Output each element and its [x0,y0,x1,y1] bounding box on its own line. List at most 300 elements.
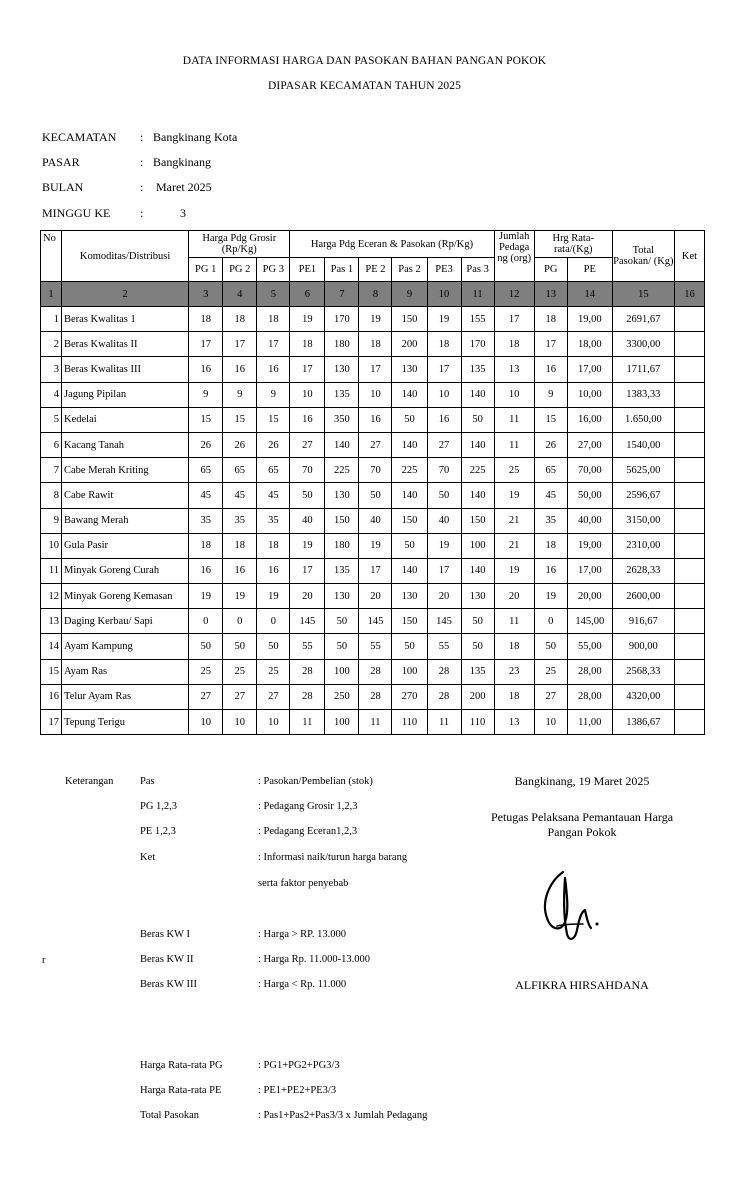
price-pe1: 40 [290,508,325,533]
price-pg3: 25 [257,659,290,684]
column-number: 15 [612,282,674,307]
stray-character: r [42,955,46,966]
price-pe3: 16 [427,407,461,432]
info-colon: : [140,130,144,144]
note-desc: : PG1+PG2+PG3/3 [258,1060,340,1071]
table-row [41,508,705,533]
avg-price-pg: 27 [534,684,567,709]
price-pg3: 10 [257,710,290,735]
column-number: 10 [427,282,461,307]
trader-count: 11 [494,609,534,634]
supply-pas1: 100 [325,659,359,684]
avg-price-pg: 0 [534,609,567,634]
price-pg1: 0 [189,609,223,634]
price-pe1: 28 [290,659,325,684]
price-pg3: 9 [257,382,290,407]
avg-price-pe: 10,00 [567,382,612,407]
supply-pas3: 50 [461,407,494,432]
supply-pas3: 200 [461,684,494,709]
price-pg1: 15 [189,407,223,432]
total-supply: 1711,67 [612,357,674,382]
price-pg2: 27 [223,684,257,709]
subheader-pg1: PG 1 [189,258,223,282]
price-pe3: 40 [427,508,461,533]
trader-count: 20 [494,584,534,609]
total-supply: 2628,33 [612,558,674,583]
avg-price-pe: 27,00 [567,432,612,457]
price-pe1: 18 [290,332,325,357]
header-grosir: Harga Pdg Grosir (Rp/Kg) [189,231,290,258]
remarks [674,382,704,407]
total-supply: 1540,00 [612,432,674,457]
commodity-name: Kedelai [62,407,189,432]
column-number: 4 [223,282,257,307]
subheader-pg3: PG 3 [257,258,290,282]
column-number: 12 [494,282,534,307]
price-pe3: 70 [427,458,461,483]
row-no: 4 [41,382,62,407]
price-pe1: 17 [290,558,325,583]
price-pe2: 19 [359,307,392,332]
price-pg3: 16 [257,558,290,583]
info-value-kecamatan: Bangkinang Kota [153,130,238,144]
note-desc: : Pasokan/Pembelian (stok) [258,776,373,787]
info-label-kecamatan: KECAMATAN [42,130,117,144]
price-pe2: 17 [359,357,392,382]
note-desc: : Pedagang Grosir 1,2,3 [258,801,358,812]
signature-role-2: Pangan Pokok [547,825,617,839]
subheader-pg2: PG 2 [223,258,257,282]
supply-pas1: 180 [325,332,359,357]
info-value-minggu: 3 [180,206,186,220]
avg-price-pg: 65 [534,458,567,483]
avg-price-pg: 18 [534,533,567,558]
price-pg2: 15 [223,407,257,432]
info-colon: : [140,206,144,220]
trader-count: 21 [494,508,534,533]
supply-pas1: 180 [325,533,359,558]
price-pe1: 28 [290,684,325,709]
supply-pas1: 250 [325,684,359,709]
row-no: 15 [41,659,62,684]
avg-price-pe: 70,00 [567,458,612,483]
trader-count: 13 [494,710,534,735]
row-no: 9 [41,508,62,533]
total-supply: 1386,67 [612,710,674,735]
supply-pas1: 150 [325,508,359,533]
avg-price-pg: 19 [534,584,567,609]
supply-pas3: 100 [461,533,494,558]
signature-place-date: Bangkinang, 19 Maret 2025 [514,774,650,788]
info-label-minggu: MINGGU KE [42,206,111,220]
commodity-name: Daging Kerbau/ Sapi [62,609,189,634]
supply-pas1: 135 [325,558,359,583]
price-pe1: 19 [290,533,325,558]
table-row [41,432,705,457]
supply-pas1: 130 [325,357,359,382]
trader-count: 21 [494,533,534,558]
commodity-name: Tepung Terigu [62,710,189,735]
price-pg3: 0 [257,609,290,634]
supply-pas3: 150 [461,508,494,533]
avg-price-pg: 16 [534,558,567,583]
supply-pas2: 100 [392,659,427,684]
avg-price-pe: 16,00 [567,407,612,432]
price-pe3: 18 [427,332,461,357]
supply-pas2: 150 [392,307,427,332]
note-desc: : Pedagang Eceran1,2,3 [258,826,358,837]
handwritten-signature [535,868,615,948]
price-pg2: 0 [223,609,257,634]
remarks [674,584,704,609]
note-term: Beras KW I [140,929,190,940]
price-pe3: 28 [427,659,461,684]
price-pe3: 19 [427,533,461,558]
price-pg2: 17 [223,332,257,357]
price-pg2: 9 [223,382,257,407]
column-number: 6 [290,282,325,307]
price-pg3: 50 [257,634,290,659]
price-pe1: 16 [290,407,325,432]
column-number: 3 [189,282,223,307]
subheader-pe2: PE 2 [359,258,392,282]
info-label-pasar: PASAR [42,155,80,169]
avg-price-pg: 26 [534,432,567,457]
column-number: 11 [461,282,494,307]
row-no: 1 [41,307,62,332]
table-body [41,282,705,735]
total-supply: 2310,00 [612,533,674,558]
note-term: Beras KW III [140,979,197,990]
commodity-name: Cabe Rawit [62,483,189,508]
note-term: Ket [140,852,156,863]
row-no: 17 [41,710,62,735]
document-subtitle: DIPASAR KECAMATAN TAHUN 2025 [268,80,461,92]
column-number: 14 [567,282,612,307]
price-pe1: 17 [290,357,325,382]
price-pg1: 65 [189,458,223,483]
total-supply: 2600,00 [612,584,674,609]
supply-pas2: 150 [392,508,427,533]
price-pg1: 18 [189,533,223,558]
price-pe3: 10 [427,382,461,407]
table-row [41,483,705,508]
commodity-name: Ayam Ras [62,659,189,684]
price-pg2: 45 [223,483,257,508]
price-pg2: 26 [223,432,257,457]
commodity-name: Minyak Goreng Kemasan [62,584,189,609]
price-pe2: 70 [359,458,392,483]
table-row [41,584,705,609]
remarks [674,307,704,332]
price-pe2: 40 [359,508,392,533]
supply-pas2: 50 [392,407,427,432]
price-pe3: 11 [427,710,461,735]
price-pg3: 18 [257,533,290,558]
price-pe1: 50 [290,483,325,508]
trader-count: 10 [494,382,534,407]
price-pe2: 50 [359,483,392,508]
note-desc: : Pas1+Pas2+Pas3/3 x Jumlah Pedagang [258,1110,428,1121]
supply-pas2: 140 [392,483,427,508]
price-pg3: 15 [257,407,290,432]
row-no: 12 [41,584,62,609]
table-row [41,659,705,684]
price-pg2: 10 [223,710,257,735]
subheader-rata-pe: PE [567,258,612,282]
price-pg2: 25 [223,659,257,684]
price-pg3: 18 [257,307,290,332]
subheader-pas2: Pas 2 [392,258,427,282]
commodity-name: Jagung Pipilan [62,382,189,407]
price-pe1: 11 [290,710,325,735]
price-pe2: 19 [359,533,392,558]
header-harga-rata: Hrg Rata-rata/(Kg) [534,231,612,258]
trader-count: 17 [494,307,534,332]
table-row [41,634,705,659]
note-desc: : Harga < Rp. 11.000 [258,979,347,990]
price-pe3: 145 [427,609,461,634]
avg-price-pe: 19,00 [567,307,612,332]
price-pg1: 19 [189,584,223,609]
price-pg1: 27 [189,684,223,709]
table-row [41,407,705,432]
supply-pas2: 225 [392,458,427,483]
avg-price-pe: 50,00 [567,483,612,508]
info-value-bulan: Maret 2025 [156,180,212,194]
table-row [41,357,705,382]
price-pe3: 19 [427,307,461,332]
trader-count: 19 [494,558,534,583]
trader-count: 25 [494,458,534,483]
commodity-name: Kacang Tanah [62,432,189,457]
supply-pas2: 50 [392,634,427,659]
supply-pas1: 135 [325,382,359,407]
avg-price-pe: 18,00 [567,332,612,357]
supply-pas3: 140 [461,558,494,583]
note-term: PG 1,2,3 [140,801,178,812]
supply-pas3: 140 [461,432,494,457]
supply-pas1: 225 [325,458,359,483]
price-pe3: 17 [427,357,461,382]
avg-price-pe: 28,00 [567,659,612,684]
header-no: No [41,231,62,282]
signature-role: Petugas Pelaksana Pemantauan Harga [490,810,674,824]
column-number: 8 [359,282,392,307]
remarks [674,357,704,382]
subheader-pas3: Pas 3 [461,258,494,282]
row-no: 6 [41,432,62,457]
remarks [674,558,704,583]
trader-count: 18 [494,634,534,659]
remarks [674,508,704,533]
supply-pas1: 350 [325,407,359,432]
total-supply: 2596,67 [612,483,674,508]
note-term: Pas [140,776,155,787]
table-row [41,609,705,634]
remarks [674,684,704,709]
price-pe3: 20 [427,584,461,609]
supply-pas3: 140 [461,483,494,508]
column-number: 5 [257,282,290,307]
total-supply: 3300,00 [612,332,674,357]
remarks [674,659,704,684]
supply-pas3: 170 [461,332,494,357]
table-row [41,533,705,558]
price-pe2: 27 [359,432,392,457]
price-pg2: 18 [223,307,257,332]
supply-pas2: 140 [392,382,427,407]
avg-price-pe: 17,00 [567,558,612,583]
commodity-name: Beras Kwalitas II [62,332,189,357]
avg-price-pg: 15 [534,407,567,432]
supply-pas3: 135 [461,357,494,382]
price-pg1: 16 [189,357,223,382]
price-pg1: 18 [189,307,223,332]
avg-price-pg: 18 [534,307,567,332]
note-desc: : PE1+PE2+PE3/3 [258,1085,337,1096]
price-pg2: 19 [223,584,257,609]
column-number: 2 [62,282,189,307]
price-pg2: 65 [223,458,257,483]
supply-pas2: 140 [392,558,427,583]
price-pe2: 28 [359,684,392,709]
header-komoditas: Komoditas/Distribusi [62,231,189,282]
avg-price-pe: 11,00 [567,710,612,735]
note-desc: : Harga > RP. 13.000 [258,929,346,940]
price-pg3: 19 [257,584,290,609]
price-pg2: 16 [223,558,257,583]
avg-price-pe: 19,00 [567,533,612,558]
avg-price-pe: 145,00 [567,609,612,634]
trader-count: 19 [494,483,534,508]
remarks [674,332,704,357]
price-pe3: 55 [427,634,461,659]
avg-price-pe: 20,00 [567,584,612,609]
supply-pas2: 150 [392,609,427,634]
supply-pas1: 170 [325,307,359,332]
price-pg2: 35 [223,508,257,533]
notes-heading: Keterangan [65,776,114,787]
avg-price-pg: 17 [534,332,567,357]
note-desc: : Informasi naik/turun harga barang [258,852,408,863]
table-row [41,710,705,735]
price-pe2: 18 [359,332,392,357]
row-no: 10 [41,533,62,558]
table-row [41,382,705,407]
total-supply: 916,67 [612,609,674,634]
column-number: 1 [41,282,62,307]
remarks [674,407,704,432]
commodity-name: Beras Kwalitas 1 [62,307,189,332]
supply-pas3: 50 [461,634,494,659]
commodity-name: Beras Kwalitas III [62,357,189,382]
price-pg3: 17 [257,332,290,357]
commodity-name: Gula Pasir [62,533,189,558]
commodity-name: Telur Ayam Ras [62,684,189,709]
subheader-pas1: Pas 1 [325,258,359,282]
avg-price-pe: 55,00 [567,634,612,659]
price-pe2: 145 [359,609,392,634]
price-pg1: 16 [189,558,223,583]
supply-pas1: 100 [325,710,359,735]
avg-price-pg: 16 [534,357,567,382]
price-pg1: 45 [189,483,223,508]
avg-price-pg: 45 [534,483,567,508]
total-supply: 2568,33 [612,659,674,684]
commodity-name: Ayam Kampung [62,634,189,659]
avg-price-pg: 35 [534,508,567,533]
column-number: 16 [674,282,704,307]
price-pe3: 27 [427,432,461,457]
remarks [674,483,704,508]
price-pg1: 35 [189,508,223,533]
trader-count: 18 [494,332,534,357]
supply-pas3: 140 [461,382,494,407]
trader-count: 11 [494,407,534,432]
row-no: 8 [41,483,62,508]
price-pe1: 10 [290,382,325,407]
remarks [674,533,704,558]
row-no: 13 [41,609,62,634]
remarks [674,634,704,659]
note-term: Beras KW II [140,954,194,965]
table-row [41,558,705,583]
supply-pas2: 270 [392,684,427,709]
avg-price-pe: 17,00 [567,357,612,382]
commodity-name: Bawang Merah [62,508,189,533]
trader-count: 13 [494,357,534,382]
supply-pas3: 130 [461,584,494,609]
price-pg1: 26 [189,432,223,457]
trader-count: 11 [494,432,534,457]
price-pe2: 11 [359,710,392,735]
total-supply: 1383,33 [612,382,674,407]
note-term: Harga Rata-rata PG [140,1060,223,1071]
info-colon: : [140,155,144,169]
total-supply: 2691,67 [612,307,674,332]
table-row [41,684,705,709]
avg-price-pg: 10 [534,710,567,735]
price-pg2: 16 [223,357,257,382]
supply-pas3: 50 [461,609,494,634]
price-pg1: 50 [189,634,223,659]
remarks [674,710,704,735]
price-pe3: 28 [427,684,461,709]
price-pg2: 18 [223,533,257,558]
column-number: 7 [325,282,359,307]
price-pe2: 28 [359,659,392,684]
note-desc: : Harga Rp. 11.000-13.000 [258,954,370,965]
price-pe1: 27 [290,432,325,457]
avg-price-pe: 28,00 [567,684,612,709]
header-total-pasokan: Total Pasokan/ (Kg) [612,231,674,282]
header-jumlah-pedagang: Jumlah Pedaga ng (org) [494,231,534,282]
remarks [674,609,704,634]
price-pe1: 70 [290,458,325,483]
table-row [41,332,705,357]
note-term: PE 1,2,3 [140,826,176,837]
price-pe2: 55 [359,634,392,659]
supply-pas1: 50 [325,634,359,659]
total-supply: 5625,00 [612,458,674,483]
price-pg1: 9 [189,382,223,407]
price-pe2: 17 [359,558,392,583]
supply-pas3: 110 [461,710,494,735]
supply-pas2: 200 [392,332,427,357]
avg-price-pg: 50 [534,634,567,659]
price-pg3: 65 [257,458,290,483]
